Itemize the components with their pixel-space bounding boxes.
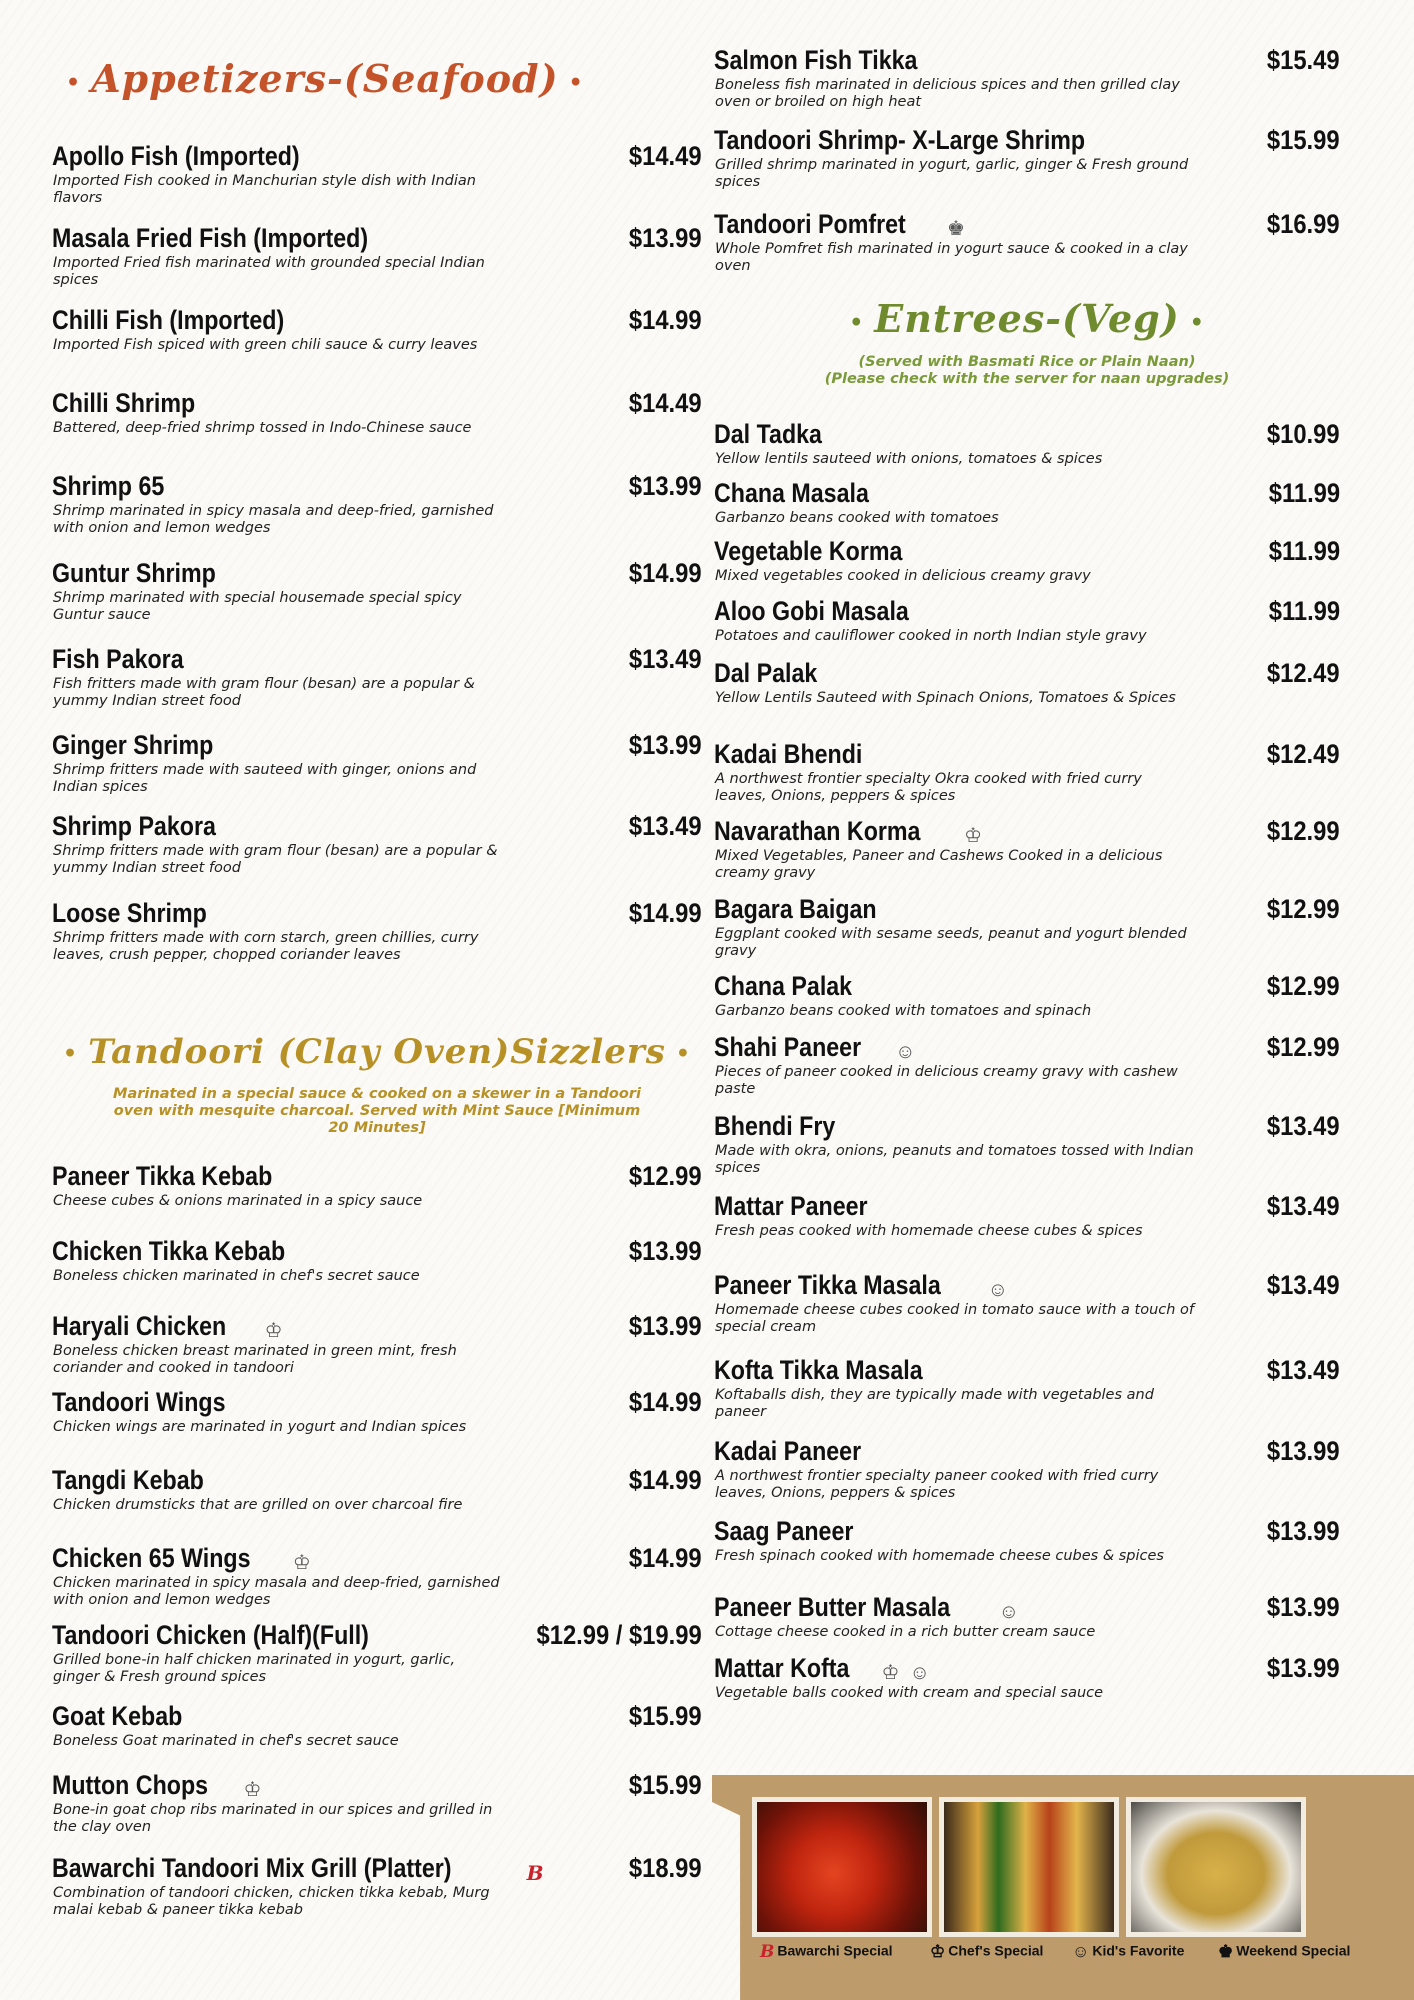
- menu-item-name: Ginger Shrimp: [52, 730, 214, 760]
- menu-item-name: Kadai Paneer: [714, 1436, 862, 1466]
- menu-item: [52, 1619, 702, 1686]
- menu-item-price: $13.49: [629, 644, 702, 674]
- menu-item: [52, 140, 702, 207]
- menu-item-name-row: [714, 44, 1340, 76]
- menu-item-description: Shrimp marinated with special housemade special spicy Guntur sauce: [53, 590, 462, 623]
- veg-note-line-2: (Please check with the server for naan upgrades): [824, 371, 1230, 387]
- menu-item-name-row: [714, 1515, 1340, 1547]
- menu-item: [714, 657, 1340, 707]
- menu-item-name-row: [52, 1235, 702, 1267]
- menu-item: [714, 1435, 1340, 1502]
- menu-item-description: Mixed Vegetables, Paneer and Cashews Cooked in a delicious creamy gravy: [715, 848, 1163, 881]
- menu-item-description: Pieces of paneer cooked in delicious creamy gravy with cashew paste: [715, 1064, 1178, 1097]
- menu-item-price: $13.49: [1267, 1270, 1340, 1300]
- menu-item-price: $11.99: [1268, 478, 1340, 508]
- menu-item-price: $13.99: [1267, 1653, 1340, 1683]
- menu-item: [52, 1542, 702, 1609]
- menu-item-name-row: [714, 477, 1340, 509]
- menu-item-description: Yellow Lentils Sauteed with Spinach Onions, Tomatoes & Spices: [715, 690, 1176, 706]
- menu-item: [714, 1190, 1340, 1240]
- menu-item-description: Potatoes and cauliflower cooked in north Indian style gravy: [715, 628, 1147, 644]
- menu-item-name-row: [714, 1652, 1340, 1684]
- menu-item: [52, 470, 702, 537]
- menu-item-name-row: [714, 1110, 1340, 1142]
- menu-item-name: Chicken Tikka Kebab: [52, 1236, 286, 1266]
- menu-item-description: Shrimp marinated in spicy masala and deep-fried, garnished with onion and lemon wedges: [53, 503, 494, 536]
- menu-item: [714, 1652, 1340, 1702]
- menu-item-name: Bhendi Fry: [714, 1111, 836, 1141]
- menu-item-name: Chilli Shrimp: [52, 388, 196, 418]
- chef-hat-icon: ♔: [264, 1319, 283, 1342]
- menu-item-name: Loose Shrimp: [52, 898, 207, 928]
- menu-item-description: Boneless chicken breast marinated in green mint, fresh coriander and cooked in tandoori: [53, 1343, 457, 1376]
- menu-item: [52, 643, 702, 710]
- menu-item-description: Imported Fried fish marinated with grounded special Indian spices: [53, 255, 485, 288]
- menu-item: [52, 557, 702, 624]
- menu-item-price: $12.49: [1267, 658, 1340, 688]
- menu-item-name-row: [714, 657, 1340, 689]
- menu-item-name-row: [52, 1700, 702, 1732]
- menu-item-name: Tandoori Pomfret: [714, 209, 906, 239]
- menu-item-name: Dal Tadka: [714, 419, 822, 449]
- menu-item-price: $16.99: [1267, 209, 1340, 239]
- menu-item-name-row: [714, 1190, 1340, 1222]
- menu-item-name-row: [52, 1769, 702, 1801]
- menu-item-price: $14.99: [629, 1465, 702, 1495]
- menu-item-name-row: [714, 1591, 1340, 1623]
- menu-item-description: Cottage cheese cooked in a rich butter cream sauce: [715, 1624, 1096, 1640]
- menu-item-name: Tandoori Wings: [52, 1387, 226, 1417]
- menu-item: [714, 1591, 1340, 1641]
- menu-item-name-row: [52, 643, 702, 675]
- dal-photo: [1126, 1797, 1306, 1937]
- menu-item-description: Boneless chicken marinated in chef's secret sauce: [53, 1268, 420, 1284]
- menu-item-description: Garbanzo beans cooked with tomatoes and spinach: [715, 1003, 1092, 1019]
- menu-item-description: Imported Fish spiced with green chili sauce & curry leaves: [53, 337, 478, 353]
- menu-item-description: Mixed vegetables cooked in delicious creamy gravy: [715, 568, 1091, 584]
- menu-item-description: Eggplant cooked with sesame seeds, peanut and yogurt blended gravy: [715, 926, 1187, 959]
- menu-item: [714, 595, 1340, 645]
- kid-face-icon: ☺: [987, 1278, 1009, 1301]
- chef-hat-icon: ♔: [881, 1661, 900, 1684]
- menu-item-name-row: [52, 557, 702, 589]
- veg-note-line-1: (Served with Basmati Rice or Plain Naan): [858, 354, 1196, 370]
- menu-item-name-row: [714, 124, 1340, 156]
- menu-item-description: Homemade cheese cubes cooked in tomato sauce with a touch of special cream: [715, 1302, 1195, 1335]
- chef-hat-icon: ♔: [964, 824, 983, 847]
- menu-item-name-row: [714, 1269, 1340, 1301]
- menu-item-name: Haryali Chicken: [52, 1311, 227, 1341]
- menu-item-price: $14.99: [629, 898, 702, 928]
- menu-item-price: $13.49: [1267, 1191, 1340, 1221]
- menu-item: [714, 477, 1340, 527]
- menu-item-price: $12.99: [629, 1161, 702, 1191]
- menu-item-name-row: [52, 222, 702, 254]
- menu-item-name: Mutton Chops: [52, 1770, 209, 1800]
- menu-item-price: $14.99: [629, 558, 702, 588]
- menu-item-name-row: [52, 897, 702, 929]
- menu-item-price: $15.99: [1267, 125, 1340, 155]
- menu-item-description: Imported Fish cooked in Manchurian style dish with Indian flavors: [53, 173, 476, 206]
- menu-item: [714, 1269, 1340, 1336]
- menu-item: [52, 1235, 702, 1285]
- menu-item-name: Saag Paneer: [714, 1516, 854, 1546]
- menu-item-description: Whole Pomfret fish marinated in yogurt sauce & cooked in a clay oven: [715, 241, 1188, 274]
- menu-item-name: Chilli Fish (Imported): [52, 305, 285, 335]
- menu-item-description: Grilled shrimp marinated in yogurt, garlic, ginger & Fresh ground spices: [715, 157, 1189, 190]
- kid-face-icon: ☺: [895, 1040, 916, 1063]
- menu-item-name: Paneer Tikka Kebab: [52, 1161, 273, 1191]
- menu-item-name: Navarathan Korma: [714, 816, 921, 846]
- menu-item-name: Guntur Shrimp: [52, 558, 216, 588]
- menu-item-name: Salmon Fish Tikka: [714, 45, 918, 75]
- menu-item-price: $14.49: [629, 141, 702, 171]
- menu-item: [52, 897, 702, 964]
- menu-item-name-row: [714, 535, 1340, 567]
- menu-item-name: Fish Pakora: [52, 644, 184, 674]
- menu-item-price: $13.49: [1267, 1111, 1340, 1141]
- menu-item-price: $13.99: [629, 223, 702, 253]
- menu-item-name-row: [714, 1354, 1340, 1386]
- menu-item-description: Bone-in goat chop ribs marinated in our spices and grilled in the clay oven: [53, 1802, 493, 1835]
- menu-item-description: Combination of tandoori chicken, chicken tikka kebab, Murg malai kebab & paneer tikka kebab: [53, 1885, 490, 1918]
- menu-item-price: $15.49: [1267, 45, 1340, 75]
- menu-item: [714, 1110, 1340, 1177]
- menu-item-name: Dal Palak: [714, 658, 818, 688]
- bawarchi-b-logo-icon: B: [526, 1860, 544, 1885]
- menu-item-description: Shrimp fritters made with gram flour (besan) are a popular & yummy Indian street food: [53, 843, 498, 876]
- weekend-chef-icon: ♚: [947, 217, 965, 240]
- menu-item-description: Cheese cubes & onions marinated in a spicy sauce: [53, 1193, 423, 1209]
- menu-item: [52, 1160, 702, 1210]
- chef-hat-icon: ♔: [292, 1551, 311, 1574]
- menu-item-name-row: [52, 1160, 702, 1192]
- menu-item-name-row: [52, 470, 702, 502]
- veg-section-note: [714, 354, 1340, 388]
- menu-item-description: Shrimp fritters made with corn starch, green chillies, curry leaves, crush pepper, chopped coriander leaves: [53, 930, 479, 963]
- menu-item-price: $13.99: [629, 471, 702, 501]
- menu-item-name-row: [714, 1435, 1340, 1467]
- menu-item-name-row: [714, 815, 1340, 847]
- menu-item-name: Shrimp Pakora: [52, 811, 216, 841]
- menu-item: [52, 810, 702, 877]
- menu-item-price: $12.99: [1267, 894, 1340, 924]
- legend-weekend: ♚ Weekend Special: [1218, 1942, 1351, 1961]
- menu-item-description: Chicken marinated in spicy masala and deep-fried, garnished with onion and lemon wedges: [53, 1575, 500, 1608]
- menu-item-name-row: [52, 304, 702, 336]
- menu-item-price: $10.99: [1267, 419, 1340, 449]
- menu-item: [52, 1464, 702, 1514]
- menu-item-description: A northwest frontier specialty Okra cooked with fried curry leaves, Onions, peppers & spices: [715, 771, 1142, 804]
- chef-hat-icon: ♔: [930, 1942, 946, 1961]
- tandoori-section-note: Marinated in a special sauce & cooked on a skewer in a Tandoori oven with mesquite charcoal. Served with Mint Sauce [Minimum 20 Minutes]: [113, 1086, 641, 1136]
- menu-item-price: $12.99: [1267, 971, 1340, 1001]
- menu-item-name: Bawarchi Tandoori Mix Grill (Platter): [52, 1853, 452, 1883]
- menu-item-name-row: [52, 1464, 702, 1496]
- menu-item: [52, 304, 702, 354]
- menu-item-name: Mattar Kofta: [714, 1653, 850, 1683]
- menu-item-price: $18.99: [629, 1853, 702, 1883]
- menu-item: [714, 44, 1340, 111]
- menu-item-name: Apollo Fish (Imported): [52, 141, 300, 171]
- menu-item-description: A northwest frontier specialty paneer cooked with fried curry leaves, Onions, peppers & spices: [715, 1468, 1159, 1501]
- menu-item-price: $13.49: [1267, 1355, 1340, 1385]
- menu-item-name: Goat Kebab: [52, 1701, 183, 1731]
- menu-item-price: $15.99: [629, 1701, 702, 1731]
- legend-bawarchi: B Bawarchi Special: [760, 1942, 893, 1962]
- menu-item: [714, 893, 1340, 960]
- menu-item-name: Shrimp 65: [52, 471, 165, 501]
- menu-item: [52, 1769, 702, 1836]
- menu-item-name: Vegetable Korma: [714, 536, 903, 566]
- menu-item-name: Tandoori Chicken (Half)(Full): [52, 1620, 369, 1650]
- menu-item-name: Shahi Paneer: [714, 1032, 862, 1062]
- menu-item-price: $13.99: [1267, 1516, 1340, 1546]
- menu-item: [714, 418, 1340, 468]
- menu-item-name: Tangdi Kebab: [52, 1465, 204, 1495]
- menu-item-name: Kadai Bhendi: [714, 739, 863, 769]
- tandoori-section-title: • Tandoori (Clay Oven)Sizzlers •: [63, 1032, 691, 1072]
- menu-item-name: Chana Palak: [714, 971, 853, 1001]
- menu-item-description: Boneless fish marinated in delicious spices and then grilled clay oven or broiled on high heat: [715, 77, 1180, 110]
- menu-item: [52, 729, 702, 796]
- menu-item-price: $15.99: [629, 1770, 702, 1800]
- menu-item-description: Vegetable balls cooked with cream and special sauce: [715, 1685, 1104, 1701]
- paneer-tikka-photo: [939, 1797, 1119, 1937]
- seafood-section-title: • Appetizers-(Seafood) •: [66, 56, 584, 101]
- menu-item-description: Fish fritters made with gram flour (besan) are a popular & yummy Indian street food: [53, 676, 475, 709]
- menu-item-name-row: [52, 1852, 702, 1884]
- menu-item-description: Boneless Goat marinated in chef's secret sauce: [53, 1733, 399, 1749]
- menu-item-price: $14.49: [629, 388, 702, 418]
- menu-item-name-row: [714, 893, 1340, 925]
- menu-item-description: Fresh peas cooked with homemade cheese cubes & spices: [715, 1223, 1143, 1239]
- legend-chef: ♔ Chef's Special: [930, 1942, 1044, 1961]
- menu-item-price: $14.99: [629, 305, 702, 335]
- menu-item-name: Aloo Gobi Masala: [714, 596, 909, 626]
- menu-item-description: Shrimp fritters made with sauteed with ginger, onions and Indian spices: [53, 762, 477, 795]
- menu-item-name: Paneer Butter Masala: [714, 1592, 951, 1622]
- menu-item-price: $11.99: [1268, 596, 1340, 626]
- menu-item-price: $13.49: [629, 811, 702, 841]
- menu-item-name: Mattar Paneer: [714, 1191, 868, 1221]
- menu-item-name: Chana Masala: [714, 478, 869, 508]
- menu-item-price: $13.99: [1267, 1592, 1340, 1622]
- menu-item-price: $11.99: [1268, 536, 1340, 566]
- menu-item-name-row: [52, 810, 702, 842]
- menu-item-name: Masala Fried Fish (Imported): [52, 223, 369, 253]
- menu-item-name: Chicken 65 Wings: [52, 1543, 251, 1573]
- bawarchi-b-logo-icon: B: [760, 1942, 775, 1962]
- menu-item: [714, 1515, 1340, 1565]
- menu-item-name-row: [52, 729, 702, 761]
- menu-item-name-row: [714, 738, 1340, 770]
- menu-item: [714, 1354, 1340, 1421]
- menu-item-name: Kofta Tikka Masala: [714, 1355, 923, 1385]
- veg-section-title: • Entrees-(Veg) •: [849, 296, 1205, 341]
- menu-item-name-row: [52, 1310, 702, 1342]
- menu-item-name: Paneer Tikka Masala: [714, 1270, 941, 1300]
- menu-item-price: $13.99: [629, 1311, 702, 1341]
- menu-item-description: Fresh spinach cooked with homemade cheese cubes & spices: [715, 1548, 1164, 1564]
- menu-item-name-row: [52, 387, 702, 419]
- menu-item-price: $13.99: [1267, 1436, 1340, 1466]
- menu-item: [52, 1700, 702, 1750]
- menu-item: [714, 535, 1340, 585]
- menu-item: [52, 1310, 702, 1377]
- menu-item-price: $13.99: [629, 1236, 702, 1266]
- menu-item-name-row: [714, 970, 1340, 1002]
- kid-face-icon: ☺: [909, 1661, 930, 1684]
- menu-item: [714, 970, 1340, 1020]
- menu-item-description: Grilled bone-in half chicken marinated in yogurt, garlic, ginger & Fresh ground spices: [53, 1652, 456, 1685]
- menu-item-description: Chicken drumsticks that are grilled on over charcoal fire: [53, 1497, 463, 1513]
- menu-item-price: $13.99: [629, 730, 702, 760]
- menu-item-price: $14.99: [629, 1387, 702, 1417]
- menu-item-name-row: [52, 1386, 702, 1418]
- menu-item-price: $12.99 / $19.99: [536, 1620, 702, 1650]
- menu-item-description: Made with okra, onions, peanuts and tomatoes tossed with Indian spices: [715, 1143, 1194, 1176]
- menu-item: [52, 1386, 702, 1436]
- menu-item: [714, 124, 1340, 191]
- menu-item: [52, 222, 702, 289]
- menu-item-price: $12.49: [1267, 739, 1340, 769]
- photo-panel: [712, 1775, 1414, 2000]
- menu-item: [52, 387, 702, 437]
- menu-item-name-row: [714, 418, 1340, 450]
- kid-face-icon: ☺: [1072, 1942, 1090, 1961]
- menu-item-name-row: [52, 140, 702, 172]
- menu-item-description: Chicken wings are marinated in yogurt and Indian spices: [53, 1419, 467, 1435]
- chilli-shrimp-photo: [752, 1797, 932, 1937]
- menu-item-description: Yellow lentils sauteed with onions, tomatoes & spices: [715, 451, 1103, 467]
- menu-item: [714, 1031, 1340, 1098]
- menu-item-description: Garbanzo beans cooked with tomatoes: [715, 510, 999, 526]
- menu-item-price: $12.99: [1267, 816, 1340, 846]
- menu-item: [714, 738, 1340, 805]
- menu-item-name: Tandoori Shrimp- X-Large Shrimp: [714, 125, 1086, 155]
- menu-item-name-row: [52, 1542, 702, 1574]
- menu-item-name-row: [714, 595, 1340, 627]
- menu-item-name: Bagara Baigan: [714, 894, 877, 924]
- menu-item-description: Battered, deep-fried shrimp tossed in Indo-Chinese sauce: [53, 420, 472, 436]
- menu-item: [714, 815, 1340, 882]
- menu-item-description: Koftaballs dish, they are typically made with vegetables and paneer: [715, 1387, 1154, 1420]
- legend-kid: ☺ Kid's Favorite: [1072, 1942, 1185, 1961]
- menu-item-name-row: [714, 1031, 1340, 1063]
- menu-item-name-row: [714, 208, 1340, 240]
- menu-item-price: $12.99: [1267, 1032, 1340, 1062]
- chef-hat-icon: ♔: [243, 1778, 262, 1801]
- menu-item: [714, 208, 1340, 275]
- kid-face-icon: ☺: [998, 1600, 1020, 1623]
- menu-item-price: $14.99: [629, 1543, 702, 1573]
- weekend-chef-icon: ♚: [1218, 1942, 1234, 1961]
- menu-item: [52, 1852, 702, 1919]
